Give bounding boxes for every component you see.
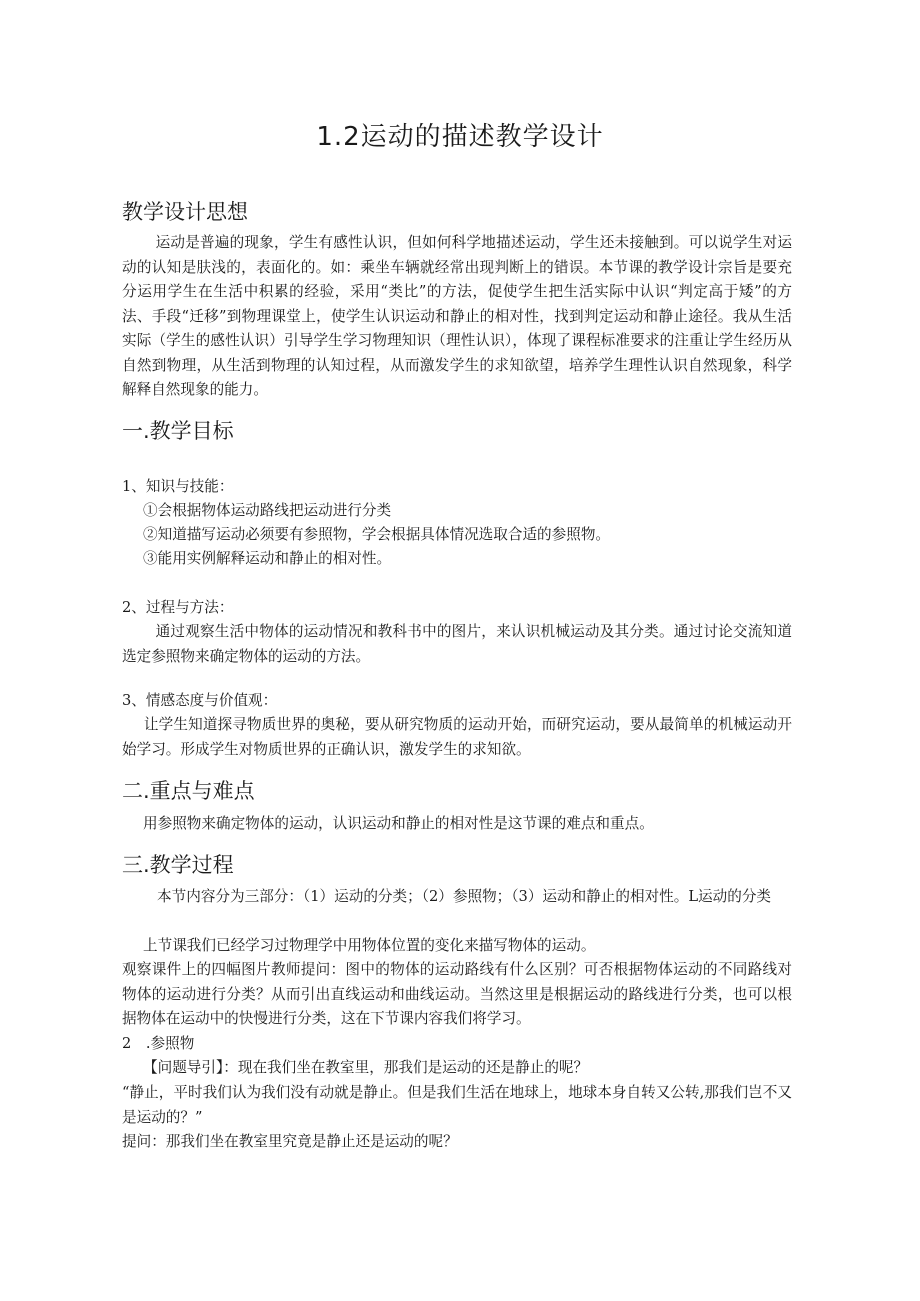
question-guide: 【问题导引】：现在我们坐在教室里，那我们是运动的还是静止的呢？ xyxy=(143,1059,589,1076)
emotion-values-text: 让学生知道探寻物质世界的奥秘，要从研究物质的运动开始，而研究运动，要从最简单的机械运动开始学习。形成学生对物质世界的正确认识，激发学生的求知欲。 xyxy=(122,716,792,758)
page-title: 1.2运动的描述教学设计 xyxy=(316,122,604,152)
process-method-text: 通过观察生活中物体的运动情况和教科书中的图片，来认识机械运动及其分类。通过讨论交流知道选定参照物来确定物体的运动的方法。 xyxy=(122,623,792,665)
question-ask: 提问：那我们坐在教室里究竟是静止还是运动的呢？ xyxy=(122,1133,458,1150)
static-quote: “静止，平时我们认为我们没有动就是静止。但是我们生活在地球上，地球本身自转又公转,那我们岂不又是运动的？” xyxy=(122,1084,792,1126)
process-review: 上节课我们已经学习过物理学中用物体位置的变化来描写物体的运动。 xyxy=(143,937,596,954)
key-points-text: 用参照物来确定物体的运动，认识运动和静止的相对性是这节课的难点和重点。 xyxy=(143,815,654,832)
process-observe: 观察课件上的四幅图片教师提问：图中的物体的运动路线有什么区别？可否根据物体运动的不同路线对物体的运动进行分类？从而引出直线运动和曲线运动。当然这里是根据运动的路线进行分类，也可以根据物体在运动中的快慢进行分类，这在下节课内容我们将学习。 xyxy=(122,961,792,1027)
heading-teaching-process: 三.教学过程 xyxy=(122,853,234,877)
goal-item: ③能用实例解释运动和静止的相对性。 xyxy=(143,550,392,567)
goal-item: ②知道描写运动必须要有参照物，学会根据具体情况选取合适的参照物。 xyxy=(143,526,611,543)
process-intro: 本节内容分为三部分：（1）运动的分类；（2）参照物；（3）运动和静止的相对性。L运动的分类 xyxy=(157,888,772,905)
design-thinking-paragraph: 运动是普遍的现象，学生有感性认识，但如何科学地描述运动，学生还未接触到。可以说学生对运动的认知是肤浅的，表面化的。如：乘坐车辆就经常出现判断上的错误。本节课的教学设计宗旨是要充分运用学生在生活中积累的经验，采用“类比”的方法，促使学生把生活实际中认识“判定高于矮”的方法、手段“迁移”到物理课堂上，使学生认识运动和静止的相对性，找到判定运动和静止途径。我从生活实际（学生的感性认识）引导学生学习物理知识（理性认识），体现了课程标准要求的注重让学生经历从自然到物理，从生活到物理的认知过程，从而激发学生的求知欲望，培养学生理性认识自然现象，科学解释自然现象的能力。 xyxy=(122,234,792,398)
emotion-values-label: 3、情感态度与价值观： xyxy=(122,692,278,709)
heading-teaching-goals: 一.教学目标 xyxy=(122,419,234,443)
heading-design-thinking: 教学设计思想 xyxy=(122,200,248,224)
goal-item: ①会根据物体运动路线把运动进行分类 xyxy=(143,502,392,519)
knowledge-skills-label: 1、知识与技能： xyxy=(122,478,234,495)
heading-key-points: 二.重点与难点 xyxy=(122,779,255,803)
process-method-label: 2、过程与方法： xyxy=(122,599,234,616)
reference-object-label: 2 .参照物 xyxy=(122,1035,195,1052)
